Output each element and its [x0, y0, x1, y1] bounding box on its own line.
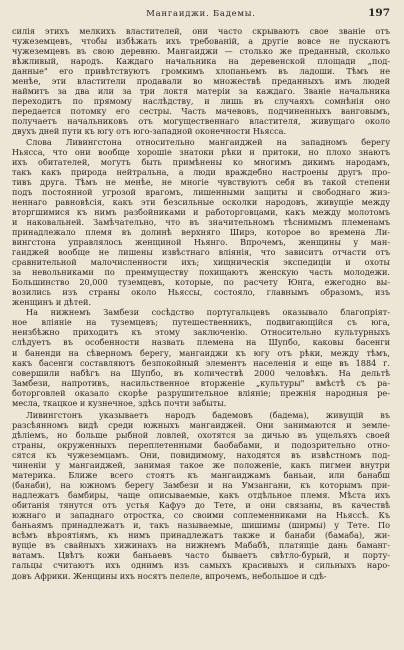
text-line: обитанія тянутся отъ устья Кафуэ до Тете, и они связаны, въ качествѣ	[12, 500, 390, 511]
text-line: какъ басенги составляютъ безпокойный элементъ населенія и еще въ 1884 г.	[12, 357, 390, 368]
text-line: ватамъ. Цвѣтъ кожи баньаевъ часто бываетъ свѣтло-бурый, и порту-	[12, 550, 390, 561]
text-line: чужеземцевъ, чтобы избѣжать ихъ требованій, а другіе вовсе не пускаютъ	[12, 36, 390, 47]
text-line: гальцы считаютъ ихъ однимъ изъ самыхъ красивыхъ и сильныхъ наро-	[12, 560, 390, 571]
text-line: тивъ друга. Тѣмъ не менѣе, не многіе чувствуютъ себя въ такой степени	[12, 176, 390, 187]
text-line: южнаго и западнаго отростка, со своими соплеменниками на Ньяссѣ. Къ	[12, 510, 390, 521]
text-line: чиненіи у мангаиджей, занимая такое же положеніе, какъ пигмеи внутри	[12, 460, 390, 471]
text-line: боторговлей оказало скорѣе разрушительное вліяніе; прежнія народныя ре-	[12, 387, 390, 398]
running-title: Мангаиджи. Бадемы.	[146, 8, 256, 18]
text-line: и баненди на сѣверномъ берегу, мангаиджи къ югу отъ рѣки, между тѣмъ,	[12, 347, 390, 358]
text-line: надлежатъ бамбиры, чаще описываемые, какъ отдѣльное племя. Мѣста ихъ	[12, 490, 390, 501]
text-line: двухъ дней пути къ югу отъ юго-западной оконечности Ньясса.	[12, 126, 287, 137]
text-line: слѣдуетъ въ особенности назвать племена на Шупбо, каковы басенги	[12, 337, 390, 348]
text-line: переходитъ по прямому наслѣдству, и лишь въ случаяхъ сомнѣнія оно	[12, 96, 390, 107]
text-line: получаетъ начальниковъ отъ могущественнаго властителя, живущаго около	[12, 116, 390, 127]
paragraph	[12, 410, 390, 581]
text-line: вѣжливый, народъ. Каждаго начальника на деревенской площади „под-	[12, 56, 390, 67]
text-line: вущіе въ свайныхъ хижинахъ на нижнемъ Мабабѣ, платящіе дань баманг-	[12, 540, 390, 551]
text-line: вингстона управлялось женщиной Ньянго. Впрочемъ, женщины у ман-	[12, 236, 390, 247]
text-line: вторгшимися къ нимъ разбойниками и работорговцами, какъ между молотомъ	[12, 206, 390, 217]
text-line: неизбѣжно приходитъ къ этому заключенію. Относительно культурныхъ	[12, 327, 390, 338]
text-line: такъ какъ природа нейтральна, а люди враждебно настроены другъ про-	[12, 166, 390, 177]
text-line: страны, окруженныхъ переплетенными баобабами, и подозрительно отно-	[12, 439, 390, 450]
text-line: гаиджей вообще не лишены извѣстнаго вліянія, что зависитъ отчасти отъ	[12, 247, 390, 258]
text-line: На нижнемъ Замбези сосѣдство португальцевъ оказывало благопріят-	[26, 307, 390, 318]
text-line: Ньясса, что они вообще хорошіе знатоки рѣки и притоки, но плохо знаютъ	[12, 146, 390, 157]
text-line: дѣліемъ, но больше рыбной ловлей, охотятся за дичью въ ущельяхъ своей	[12, 429, 390, 440]
text-line: возились изъ страны около Ньяссы, состояло, главнымъ образомъ, изъ	[12, 287, 390, 298]
text-line: силія этихъ мелкихъ властителей, они часто скрываютъ свое званіе отъ	[12, 26, 390, 36]
text-line: Ливингстонъ указываетъ народъ бадемовъ (бадема), живущій въ	[26, 409, 390, 420]
text-line: подъ постоянной угрозой врагомъ, лишенными защиты и свободнаго жиз-	[12, 186, 390, 197]
text-line: сятся къ чужеземцамъ. Они, повидимому, находятся въ извѣстномъ под-	[12, 449, 390, 460]
text-line: ное вліяніе на туземцевъ; путешественникъ, подвигающійся съ юга,	[12, 317, 390, 328]
text-line: неннаго равновѣсія, какъ эти безсильные осколки народовъ, живущіе между	[12, 196, 390, 207]
text-line: месла, ткацкое и кузнечное, здѣсь почти забыты.	[12, 397, 227, 408]
text-line: и наковальней. Замѣчательно, что въ значительномъ тѣснимымъ племенамъ	[12, 216, 390, 227]
text-line: данные" его привѣтствуютъ громкимъ хлопаньемъ въ ладоши. Тѣмъ не	[12, 66, 390, 77]
text-line: (банаби), на южномъ берегу Замбези и на Умзангани, къ которымъ при-	[12, 480, 390, 491]
text-line: разсѣянномъ видѣ среди южныхъ мангаиджей. Они занимаются и земле-	[12, 419, 390, 430]
text-line: женщинъ и дѣтей.	[12, 297, 92, 308]
text-line: ихъ обитателей, могутъ быть примѣнены ко многимъ дикимъ народамъ,	[12, 156, 390, 167]
paragraph	[12, 137, 390, 308]
text-line: Замбези, напротивъ, насильственное вторженіе „культуры" вмѣстѣ съ ра-	[12, 377, 390, 388]
text-line: передается потомку его сестры. Часть мачевовъ, подчиненныхъ ванговымъ,	[12, 106, 390, 117]
text-line: баньаямъ принадлежатъ и, такъ называемые, шишимы (ширмы) у Тете. По	[12, 520, 390, 531]
text-line: довъ Африки. Женщины ихъ носятъ пелеле, впрочемъ, небольшое и сдѣ-	[12, 570, 327, 581]
running-head	[12, 8, 390, 22]
text-line: всѣмъ вѣроятіямъ, къ нимъ принадлежатъ также и банаби (бамаба), жи-	[12, 530, 390, 541]
paragraph	[12, 307, 390, 407]
text-line: за невольниками по преимуществу похищаютъ женскую часть молодежи.	[12, 267, 390, 278]
body-text	[12, 26, 390, 581]
text-line: материка. Ближе всего стоятъ къ мангаиджамъ баньаи, или банабш	[12, 470, 390, 481]
text-line: сравнительной малочисленности ихъ; хищническія экспедиціи и охоты	[12, 257, 390, 268]
page-number: 197	[368, 7, 390, 19]
text-line: наймитъ за два или за три локтя матеріи за каждаго. Званіе начальника	[12, 86, 390, 97]
text-line: чужеземцевъ въ свою деревню. Мангаиджи — столько же преданный, сколько	[12, 46, 390, 57]
paragraph	[12, 26, 390, 137]
text-line: принадлежало племя въ долинѣ верхняго Ширэ, которое во времена Ли-	[12, 226, 390, 237]
text-line: совершили набѣгъ на Шупбо, въ количествѣ 2000 человѣкъ. На дельтѣ	[12, 367, 390, 378]
text-line: менѣе, эти властители продавали во множествѣ преданныхъ имъ людей	[12, 76, 390, 87]
text-line: Слова Ливингстона относительно мангаиджей на западномъ берегу	[26, 136, 390, 147]
text-line: Большинство 20,000 туземцевъ, которые, по расчету Юнга, ежегодно вы-	[12, 277, 390, 288]
